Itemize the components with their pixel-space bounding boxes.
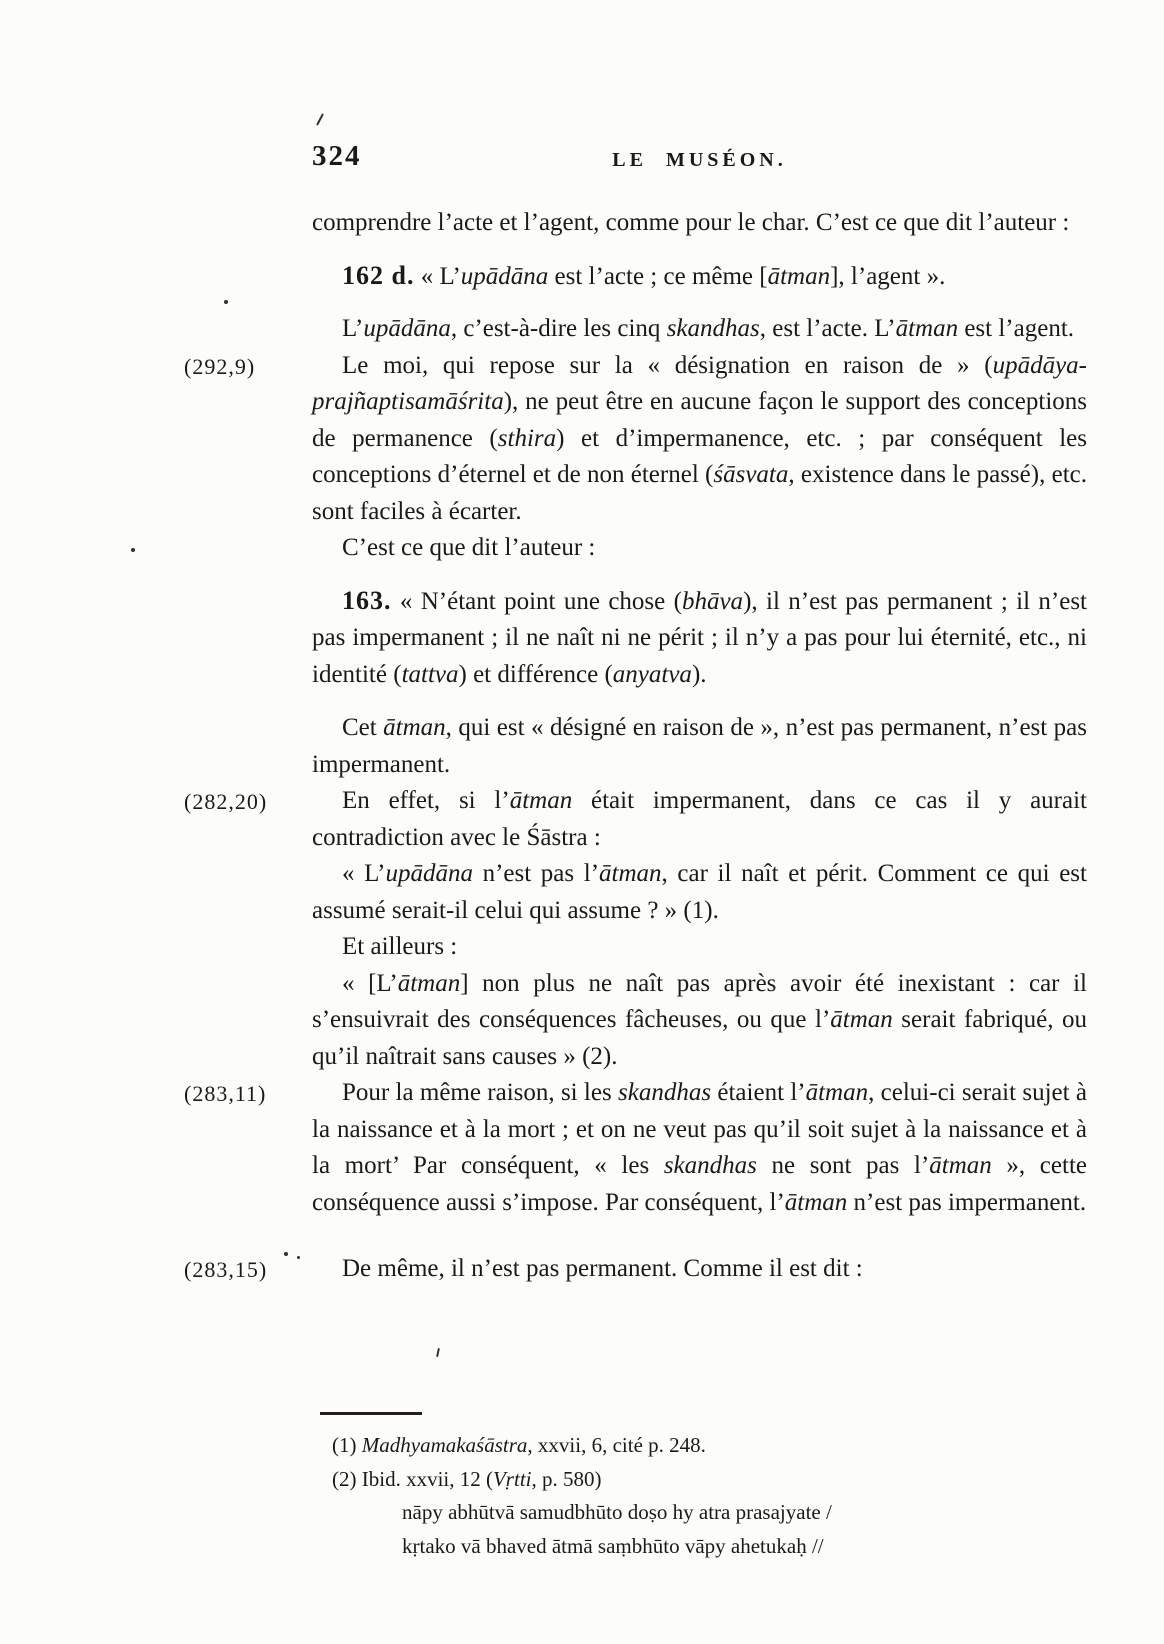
text-run: ), il n’est pas permanent ; il n’est pas impermanent ; il ne naît ni ne périt ; il n’y a pas pour lui éternité, etc., ni identité ( (312, 587, 1088, 688)
text-run: ). (691, 660, 707, 688)
footnotes (312, 1408, 1072, 1563)
footnote-2-verse-line-1 (312, 1496, 1072, 1530)
text-run: », cette conséquence aussi s’impose. Par conséquent, l’ (312, 1152, 1087, 1216)
term-italic: ātman (805, 1079, 869, 1106)
text-run: « L’ (414, 262, 461, 290)
running-title: LE MUSÉON. (612, 149, 787, 171)
term-italic: skandhas (666, 315, 760, 342)
text-run: Le moi, qui repose sur la « désignation en raison de » ( (342, 351, 993, 379)
body-paragraph-upadana (312, 311, 1087, 348)
footnote-separator (320, 1412, 422, 1415)
text-run: était impermanent, dans ce cas il y aurait contradiction avec le Śāstra : (312, 787, 1087, 851)
verse-number: 163. (342, 585, 392, 615)
text-run: , existence dans le passé), etc. sont faciles à écarter. (312, 461, 1087, 525)
term-italic: ātman (509, 787, 573, 814)
scan-artifact (284, 1252, 288, 1256)
text-run: (2) Ibid. xxvii, 12 ( (332, 1466, 493, 1491)
scan-artifact (297, 1256, 300, 1259)
text-run: comprendre l’acte et l’agent, comme pour le char. C’est ce que dit l’auteur : (312, 209, 1070, 236)
continuation-paragraph (312, 205, 1087, 242)
text-run: , est l’acte. L’ (759, 315, 896, 342)
term-italic: ātman (929, 1152, 992, 1179)
text-run: ), ne peut être en aucune façon le support des conceptions de permanence ( (312, 388, 1087, 452)
text-run: , p. 580) (531, 1466, 602, 1491)
body-paragraph-de-meme (184, 1251, 1087, 1288)
body-paragraph-quote-sastra (312, 856, 1087, 929)
text-run: Cet (342, 714, 384, 741)
term-italic: Vṛtti (492, 1466, 532, 1491)
scan-artifact (224, 300, 228, 304)
text-run: kṛtako vā bhaved ātmā saṃbhūto vāpy ahetukaḥ // (402, 1533, 824, 1558)
page-number: 324 (312, 140, 362, 172)
text-run: C’est ce que dit l’auteur : (342, 534, 596, 561)
term-italic: tattva (401, 660, 459, 688)
scan-artifact (436, 1348, 440, 1357)
text-run: , xxvii, 6, cité p. 248. (527, 1433, 706, 1457)
text-run: nāpy abhūtvā samudbhūto doṣo hy atra prasajyate / (402, 1500, 832, 1524)
term-italic: bhāva (681, 587, 744, 615)
term-italic: ātman (599, 860, 662, 887)
term-italic: upādāna (460, 262, 549, 290)
text-run: « L’ (342, 860, 386, 887)
text-run: ) et différence ( (458, 660, 613, 688)
text-run: , celui-ci serait sujet à la naissance et à la mort ; et on ne veut pas qu’il soit sujet à la naissance et à la mort’ Par conséquent, « les (312, 1079, 1088, 1179)
verse-163 (312, 583, 1087, 694)
body-paragraph-cet-atman (312, 710, 1087, 783)
term-italic: ātman (397, 969, 461, 997)
text-run: n’est pas l’ (472, 860, 600, 887)
text-run: Pour la même raison, si les (342, 1079, 619, 1106)
footnote-2-verse-line-2 (312, 1530, 1072, 1564)
margin-reference: (292,9) (184, 353, 256, 379)
margin-reference: (283,15) (184, 1257, 268, 1282)
text-run: Et ailleurs : (342, 933, 458, 960)
margin-reference: (282,20) (184, 789, 268, 814)
term-italic: upādāya-prajñaptisamāśrita (312, 351, 1087, 415)
body-paragraph-pour-la-meme-raison (184, 1075, 1088, 1221)
term-italic: anyatva (612, 660, 692, 688)
text-run: De même, il n’est pas permanent. Comme il est dit : (342, 1255, 863, 1282)
term-italic: ātman (830, 1006, 893, 1033)
text-run: , qui est « désigné en raison de », n’est pas permanent, n’est pas impermanent. (312, 714, 1087, 778)
text-run: , car il naît et périt. Comment ce qui est assumé serait-il celui qui assume ? » (1). (312, 860, 1087, 924)
text-run: En effet, si l’ (342, 787, 510, 814)
term-italic: ātman (895, 315, 959, 342)
margin-reference: (283,11) (184, 1081, 267, 1106)
text-run: L’ (342, 315, 364, 342)
term-italic: upādāna (363, 315, 451, 342)
scan-artifact (131, 548, 135, 552)
text-run: « N’étant point une chose ( (391, 587, 682, 615)
footnote-2 (312, 1463, 1072, 1497)
term-italic: skandhas (663, 1152, 757, 1179)
text-run: « [L’ (342, 969, 398, 997)
term-italic: śāsvata (713, 461, 789, 488)
body-paragraph-quote-ailleurs (312, 966, 1087, 1076)
footnote-1 (312, 1429, 1072, 1463)
term-italic: skandhas (618, 1079, 712, 1106)
verse-number: 162 d. (342, 260, 415, 290)
text-run: est l’agent. (958, 315, 1075, 342)
term-italic: ātman (383, 714, 446, 741)
scan-artifact (316, 113, 324, 125)
text-column (184, 205, 1088, 1288)
text-run: serait fabriqué, ou qu’il naîtrait sans causes » (2). (312, 1006, 1087, 1070)
text-run: étaient l’ (711, 1079, 806, 1106)
text-run: ] non plus ne naît pas après avoir été inexistant : car il s’ensuivrait des conséquences fâcheuses, ou que l’ (312, 969, 1087, 1033)
term-italic: sthira (497, 424, 557, 452)
page-header (312, 140, 1087, 186)
term-italic: ātman (767, 262, 831, 290)
text-run: (1) (332, 1433, 362, 1457)
text-run: , c’est-à-dire les cinq (450, 315, 667, 342)
text-run: n’est pas impermanent. (847, 1188, 1087, 1216)
text-run: ], l’agent ». (830, 262, 946, 290)
footnotes-list (312, 1429, 1072, 1563)
term-italic: Madhyamakaśāstra (361, 1433, 528, 1457)
body-paragraph-et-ailleurs (312, 929, 1087, 966)
term-italic: upādāna (385, 860, 473, 887)
body-paragraph-en-effet (184, 783, 1087, 856)
text-run: ne sont pas l’ (756, 1152, 930, 1179)
text-run: est l’acte ; ce même [ (548, 262, 768, 290)
body-paragraph-cest-ce-que (312, 530, 1087, 567)
term-italic: ātman (784, 1188, 848, 1216)
body-paragraph-le-moi (184, 348, 1087, 531)
text-run: ) et d’impermanence, etc. ; par conséquent les conceptions d’éternel et de non éternel ( (312, 424, 1087, 488)
verse-162d (312, 258, 1087, 296)
